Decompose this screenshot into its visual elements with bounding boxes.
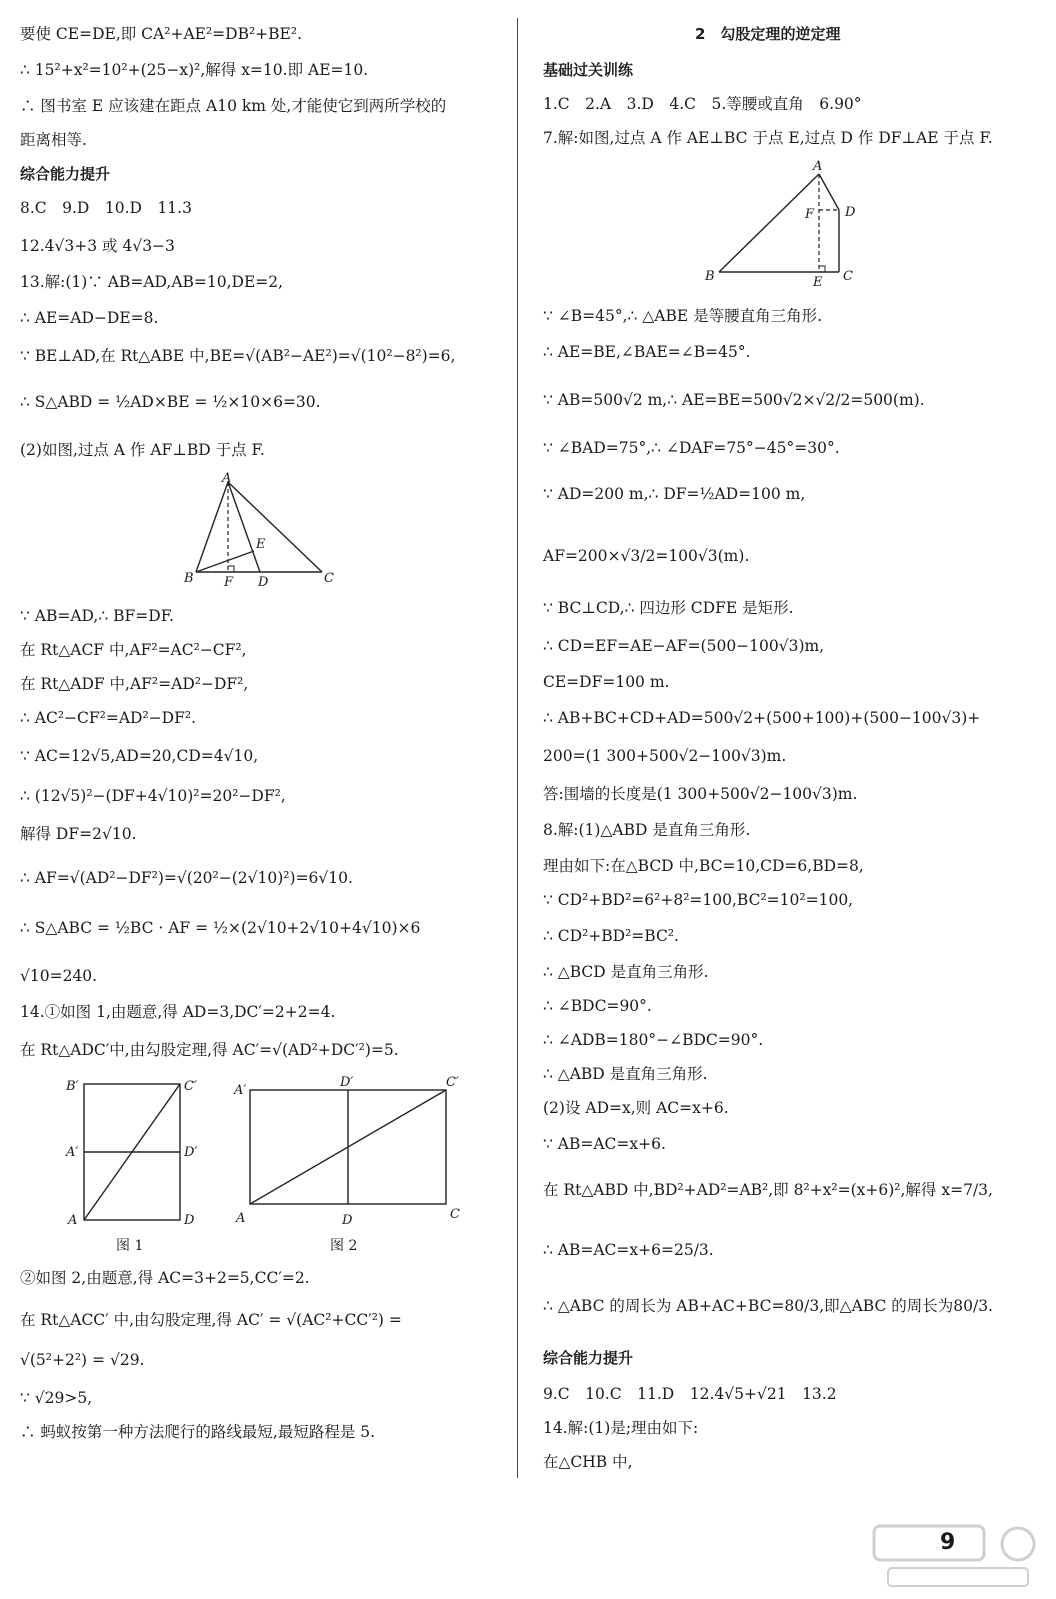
- text-line: ∴ AB+BC+CD+AD=500√2+(500+100)+(500−100√3)+: [543, 709, 981, 727]
- label-B: B: [705, 269, 715, 284]
- figure-2-rectangle: [228, 1074, 478, 1260]
- text-line: 12.4√3+3 或 4√3−3: [20, 237, 175, 255]
- label-D: D: [845, 205, 856, 220]
- label-D: D: [184, 1213, 195, 1228]
- text-line: 1.C 2.A 3.D 4.C 5.等腰或直角 6.90°: [543, 95, 862, 113]
- label-E: E: [813, 275, 823, 290]
- text-line: ∴ S△ABC = ½BC · AF = ½×(2√10+2√10+4√10)×6: [20, 919, 421, 937]
- text-line: ∴ △ABC 的周长为 AB+AC+BC=80/3,即△ABC 的周长为80/3.: [543, 1297, 993, 1315]
- text-line: 9.C 10.C 11.D 12.4√5+√21 13.2: [543, 1385, 837, 1403]
- label-A: A: [222, 471, 232, 486]
- text-line: ∵ BC⊥CD,∴ 四边形 CDFE 是矩形.: [543, 599, 794, 617]
- section-heading: 基础过关训练: [543, 61, 634, 79]
- label-F: F: [224, 575, 234, 590]
- text-line: 在 Rt△ACC′ 中,由勾股定理,得 AC′ = √(AC²+CC′²) =: [20, 1311, 402, 1329]
- text-line: 在 Rt△ACF 中,AF²=AC²−CF²,: [20, 641, 247, 659]
- label-B-prime: B′: [66, 1079, 79, 1094]
- text-line: ∴ ∠BDC=90°.: [543, 997, 652, 1015]
- page-number: 9: [940, 1530, 956, 1555]
- text-line: AF=200×√3/2=100√3(m).: [543, 547, 750, 565]
- label-B: B: [184, 571, 194, 586]
- label-D: D: [342, 1213, 353, 1228]
- text-line: ∴ AC²−CF²=AD²−DF².: [20, 709, 197, 727]
- text-line: ∴ 蚂蚁按第一种方法爬行的路线最短,最短路程是 5.: [20, 1423, 376, 1441]
- text-line: 要使 CE=DE,即 CA²+AE²=DB²+BE².: [20, 25, 303, 43]
- text-line: (2)设 AD=x,则 AC=x+6.: [543, 1099, 729, 1117]
- text-line: ∴ AF=√(AD²−DF²)=√(20²−(2√10)²)=6√10.: [20, 869, 353, 887]
- text-line: 在 Rt△ADC′中,由勾股定理,得 AC′=√(AD²+DC′²)=5.: [20, 1041, 399, 1059]
- text-line: 解得 DF=2√10.: [20, 825, 137, 843]
- label-D-prime: D′: [340, 1075, 354, 1090]
- text-line: ∴ 15²+x²=10²+(25−x)²,解得 x=10.即 AE=10.: [20, 61, 369, 79]
- text-line: ∵ AC=12√5,AD=20,CD=4√10,: [20, 747, 259, 765]
- label-C: C: [450, 1207, 460, 1222]
- text-line: ∵ ∠BAD=75°,∴ ∠DAF=75°−45°=30°.: [543, 439, 840, 457]
- text-line: ∴ △BCD 是直角三角形.: [543, 963, 709, 981]
- text-line: 13.解:(1)∵ AB=AD,AB=10,DE=2,: [20, 273, 284, 291]
- text-line: ∴ 图书室 E 应该建在距点 A10 km 处,才能使它到两所学校的: [20, 97, 447, 115]
- text-line: 14.解:(1)是;理由如下:: [543, 1419, 699, 1437]
- text-line: 答:围墙的长度是(1 300+500√2−100√3)m.: [543, 785, 858, 803]
- figure-1-rectangle: [60, 1074, 200, 1260]
- text-line: √10=240.: [20, 967, 98, 985]
- figure-caption: 图 2: [330, 1238, 358, 1254]
- text-line: ∵ √29>5,: [20, 1389, 93, 1407]
- text-line: (2)如图,过点 A 作 AF⊥BD 于点 F.: [20, 441, 265, 459]
- label-A-prime: A′: [66, 1145, 79, 1160]
- text-line: ∴ AE=BE,∠BAE=∠B=45°.: [543, 343, 751, 361]
- label-C: C: [843, 269, 853, 284]
- text-line: 200=(1 300+500√2−100√3)m.: [543, 747, 787, 765]
- text-line: ②如图 2,由题意,得 AC=3+2=5,CC′=2.: [20, 1269, 310, 1287]
- text-line: ∵ AB=AD,∴ BF=DF.: [20, 607, 174, 625]
- label-C: C: [324, 571, 334, 586]
- text-line: ∴ ∠ADB=180°−∠BDC=90°.: [543, 1031, 764, 1049]
- text-line: ∵ BE⊥AD,在 Rt△ABE 中,BE=√(AB²−AE²)=√(10²−8²)=6,: [20, 347, 456, 365]
- text-line: ∴ △ABD 是直角三角形.: [543, 1065, 708, 1083]
- text-line: CE=DF=100 m.: [543, 673, 670, 691]
- text-line: 14.①如图 1,由题意,得 AD=3,DC′=2+2=4.: [20, 1003, 336, 1021]
- label-D-prime: D′: [184, 1145, 198, 1160]
- label-A: A: [236, 1211, 246, 1226]
- text-line: ∵ ∠B=45°,∴ △ABE 是等腰直角三角形.: [543, 307, 823, 325]
- figure-7-wall: [695, 159, 895, 290]
- text-line: ∴ CD²+BD²=BC².: [543, 927, 679, 945]
- text-line: ∴ S△ABD = ½AD×BE = ½×10×6=30.: [20, 393, 321, 411]
- label-A-prime: A′: [234, 1083, 247, 1098]
- text-line: 距离相等.: [20, 131, 87, 149]
- section-title: 2 勾股定理的逆定理: [695, 25, 841, 43]
- text-line: ∵ CD²+BD²=6²+8²=100,BC²=10²=100,: [543, 891, 854, 909]
- text-line: ∴ CD=EF=AE−AF=(500−100√3)m,: [543, 637, 825, 655]
- figure-13-triangle: [180, 471, 340, 592]
- label-C-prime: C′: [446, 1075, 459, 1090]
- text-line: 8.解:(1)△ABD 是直角三角形.: [543, 821, 751, 839]
- text-line: 8.C 9.D 10.D 11.3: [20, 199, 192, 217]
- label-D: D: [258, 575, 269, 590]
- label-A: A: [813, 159, 823, 174]
- text-line: 理由如下:在△BCD 中,BC=10,CD=6,BD=8,: [543, 857, 864, 875]
- text-line: 7.解:如图,过点 A 作 AE⊥BC 于点 E,过点 D 作 DF⊥AE 于点 F.: [543, 129, 993, 147]
- column-divider: [517, 18, 518, 1478]
- section-heading: 综合能力提升: [20, 165, 111, 183]
- text-line: 在 Rt△ABD 中,BD²+AD²=AB²,即 8²+x²=(x+6)²,解得 x=7/3,: [543, 1181, 993, 1199]
- text-line: ∴ AB=AC=x+6=25/3.: [543, 1241, 714, 1259]
- text-line: 在 Rt△ADF 中,AF²=AD²−DF²,: [20, 675, 249, 693]
- label-E: E: [256, 537, 266, 552]
- label-C-prime: C′: [184, 1079, 197, 1094]
- label-F: F: [805, 207, 815, 222]
- text-line: ∴ AE=AD−DE=8.: [20, 309, 159, 327]
- section-heading: 综合能力提升: [543, 1349, 634, 1367]
- text-line: ∵ AB=500√2 m,∴ AE=BE=500√2×√2/2=500(m).: [543, 391, 925, 409]
- figure-caption: 图 1: [116, 1238, 144, 1254]
- label-A: A: [68, 1213, 78, 1228]
- text-line: 在△CHB 中,: [543, 1453, 633, 1471]
- watermark-logo: [868, 1520, 1046, 1592]
- text-line: ∵ AD=200 m,∴ DF=½AD=100 m,: [543, 485, 806, 503]
- text-line: ∵ AB=AC=x+6.: [543, 1135, 666, 1153]
- text-line: √(5²+2²) = √29.: [20, 1351, 145, 1369]
- text-line: ∴ (12√5)²−(DF+4√10)²=20²−DF²,: [20, 787, 286, 805]
